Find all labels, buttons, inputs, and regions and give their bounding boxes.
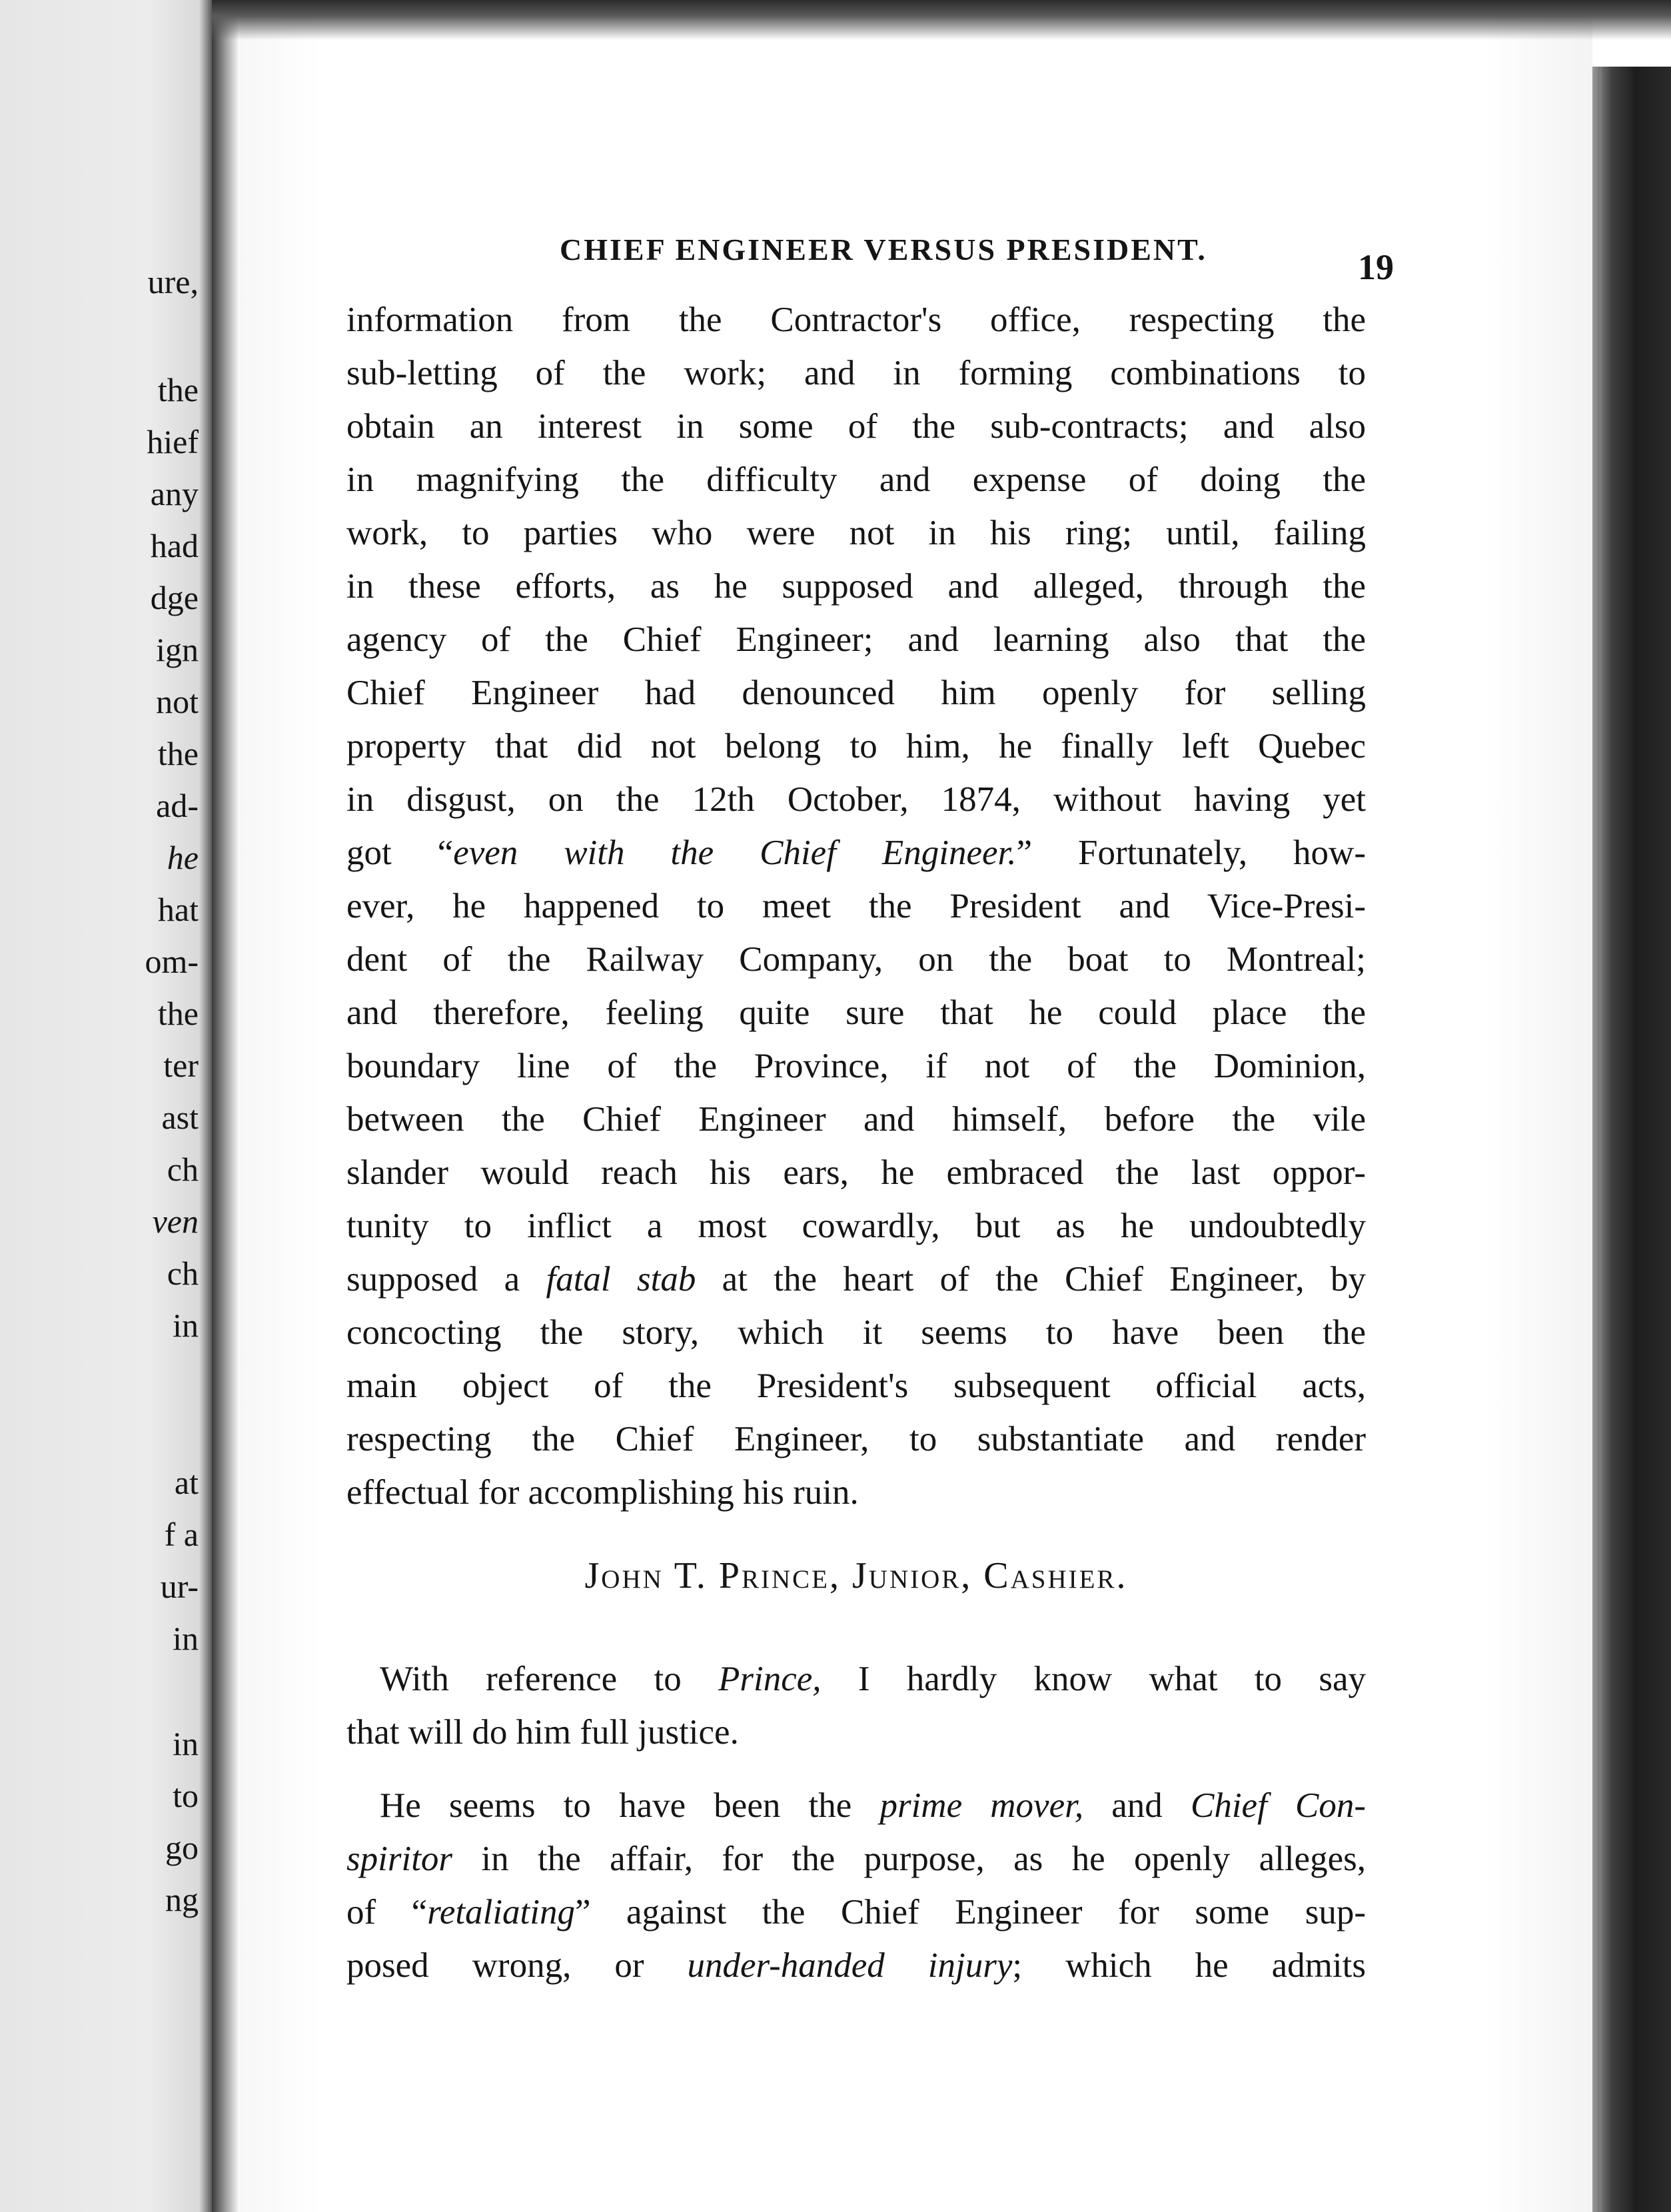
text-line	[346, 773, 1366, 826]
text-run: supposed a	[346, 1260, 546, 1299]
text-run: ” Fortunately, how-	[1016, 833, 1366, 872]
text-run: Chief Engineer had denounced him openly for selling	[346, 674, 1366, 712]
text-line	[346, 613, 1366, 666]
text-run: tunity to inflict a most cowardly, but as he undoubtedly	[346, 1207, 1366, 1245]
left-page-text-fragment: in	[173, 1620, 199, 1657]
text-line	[346, 1706, 1366, 1759]
text-run: respecting the Chief Engineer, to substantiate and render	[346, 1420, 1366, 1458]
left-page-text-fragment: ng	[165, 1881, 199, 1918]
italic-text: Chief Con-	[1190, 1786, 1366, 1825]
text-line	[346, 1886, 1366, 1939]
text-run: property that did not belong to him, he finally left Quebec	[346, 727, 1366, 766]
text-line	[346, 453, 1366, 506]
text-run: in magnifying the difficulty and expense of doing the	[346, 460, 1366, 499]
text-line	[346, 1939, 1366, 1992]
text-line	[346, 1146, 1366, 1199]
text-run: between the Chief Engineer and himself, before the vile	[346, 1100, 1366, 1139]
italic-text: under-handed injury	[687, 1946, 1013, 1985]
text-line	[346, 666, 1366, 720]
text-run: slander would reach his ears, he embraced the last oppor-	[346, 1153, 1366, 1192]
text-run: got “	[346, 833, 454, 872]
text-line	[346, 1412, 1366, 1466]
paragraph-3	[346, 1779, 1366, 1992]
text-line	[346, 1039, 1366, 1093]
text-line	[346, 1466, 1366, 1519]
left-page-text-fragment: go	[165, 1829, 199, 1866]
text-line	[346, 1359, 1366, 1412]
text-run: and therefore, feeling quite sure that he could place the	[346, 993, 1366, 1032]
left-page-text-fragment: any	[150, 475, 199, 512]
left-page-text-fragment: had	[150, 527, 199, 564]
left-page-text-fragment: ven	[152, 1203, 199, 1240]
text-run: ; which he admits	[1012, 1946, 1366, 1985]
text-line	[346, 1306, 1366, 1359]
left-page-text-fragment: in	[173, 1307, 199, 1344]
text-run: sub-letting of the work; and in forming combinations to	[346, 354, 1366, 392]
italic-text: retaliating	[427, 1893, 575, 1932]
left-page-text-fragment: the	[157, 995, 199, 1032]
left-page-text-fragment: not	[156, 683, 199, 720]
left-page-text-fragment: ur-	[160, 1568, 199, 1605]
italic-text: prime mover,	[879, 1786, 1084, 1825]
text-run: ” against the Chief Engineer for some sup-	[575, 1893, 1366, 1932]
left-page-text-fragment: the	[157, 371, 199, 408]
text-line	[346, 506, 1366, 560]
left-page-text-fragment: om-	[145, 943, 199, 980]
paragraph-2	[346, 1652, 1366, 1759]
left-page-text-fragment: ast	[161, 1099, 199, 1136]
text-run: effectual for accomplishing his ruin.	[346, 1473, 859, 1512]
left-page-text-fragment: ter	[163, 1047, 199, 1084]
text-run: dent of the Railway Company, on the boat to Montreal;	[346, 940, 1366, 979]
left-page-text-fragment: he	[167, 839, 199, 876]
body-text	[346, 293, 1366, 1992]
italic-text: spiritor	[346, 1840, 453, 1878]
text-line	[346, 720, 1366, 773]
text-line	[346, 826, 1366, 879]
text-run: in the affair, for the purpose, as he openly alleges,	[452, 1840, 1366, 1878]
text-run: work, to parties who were not in his ring; until, failing	[346, 514, 1366, 552]
text-run: obtain an interest in some of the sub-contracts; and also	[346, 407, 1366, 446]
text-run: ever, he happened to meet the President and Vice-Presi-	[346, 887, 1366, 925]
running-head: CHIEF ENGINEER VERSUS PRESIDENT.	[560, 233, 1207, 267]
left-page-text-fragment: hat	[157, 891, 199, 928]
text-line	[346, 986, 1366, 1039]
text-run: I hardly know what to say	[821, 1660, 1366, 1698]
text-run: at the heart of the Chief Engineer, by	[696, 1260, 1366, 1299]
italic-text: even with the Chief Engineer.	[453, 833, 1017, 872]
text-line	[346, 1199, 1366, 1253]
text-run: in these efforts, as he supposed and alleged, through the	[346, 567, 1366, 606]
text-run: posed wrong, or	[346, 1946, 688, 1985]
text-run: information from the Contractor's office, respecting the	[346, 300, 1366, 339]
left-page-text-fragment: ign	[156, 631, 199, 668]
top-scan-shadow	[212, 0, 1671, 40]
left-page-text-fragment: ure,	[147, 263, 199, 300]
italic-text: fatal stab	[546, 1260, 696, 1299]
left-page-text-fragment: hief	[147, 423, 199, 460]
text-run: With reference to	[380, 1660, 719, 1698]
left-page-text-fragment: ad-	[156, 787, 199, 824]
text-run: in disgust, on the 12th October, 1874, without having yet	[346, 780, 1366, 819]
book-gutter	[212, 0, 240, 2212]
text-line	[346, 400, 1366, 453]
text-line	[346, 1832, 1366, 1886]
text-line	[346, 346, 1366, 400]
text-run: of “	[346, 1893, 428, 1932]
left-page-text-fragment: ch	[167, 1151, 199, 1188]
text-line	[346, 879, 1366, 933]
text-run: boundary line of the Province, if not of the Dominion,	[346, 1047, 1366, 1085]
text-line	[346, 1779, 1366, 1832]
text-line	[346, 933, 1366, 986]
left-page-text-fragment: f a	[164, 1516, 199, 1553]
text-line	[346, 293, 1366, 346]
text-run: He seems to have been the	[380, 1786, 880, 1825]
text-line	[346, 1652, 1366, 1706]
left-page-text-fragment: in	[173, 1725, 199, 1762]
page-number: 19	[1358, 247, 1394, 287]
text-run: and	[1083, 1786, 1191, 1825]
text-line	[346, 1093, 1366, 1146]
paragraph-1	[346, 293, 1366, 1519]
left-page-fragment	[0, 0, 212, 2212]
text-run: that will do him full justice.	[346, 1713, 739, 1752]
section-heading: John T. Prince, Junior, Cashier.	[584, 1555, 1128, 1596]
text-run: agency of the Chief Engineer; and learning also that the	[346, 620, 1366, 659]
text-run: concocting the story, which it seems to have been the	[346, 1313, 1366, 1352]
left-page-text-fragment: at	[174, 1464, 199, 1501]
book-page-edges	[1592, 67, 1671, 2212]
left-page-text-fragment: dge	[150, 579, 199, 616]
text-line	[346, 560, 1366, 613]
left-page-text-fragment: to	[173, 1777, 199, 1814]
left-page-text-fragment: the	[157, 735, 199, 772]
left-page-text-fragment: ch	[167, 1255, 199, 1292]
italic-text: Prince,	[718, 1660, 822, 1698]
text-run: main object of the President's subsequent official acts,	[346, 1367, 1366, 1405]
text-line	[346, 1253, 1366, 1306]
